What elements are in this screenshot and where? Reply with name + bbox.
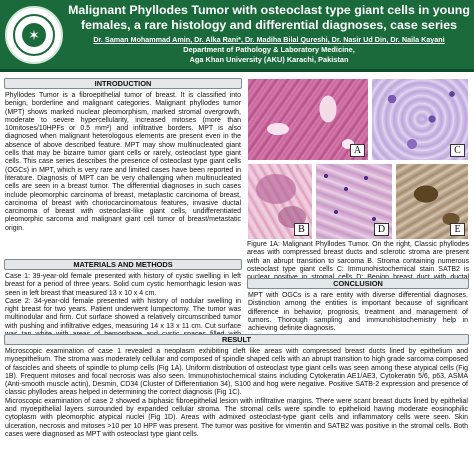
result-case-2: Microscopic examination of case 2 showed a biphasic fibroepithelial lesion with infiltrative margins. There were scant breast ducts lined by epithelial and myoepithelial layers surrounded by expanded cellular stroma. The stromal cells were spindle to epithelioid having moderate eosinophilic cytoplasm with pleomorphic atypical nuclei (Fig 1D). Areas with admixed osteoclast-type giant cells and inflammatory cells were seen. Skin ulceration, necrosis and mitoses >10 per 10 HPF was present. The tumor was positive for vimentin and SATB2 was positive in the stromal cells. Both cases were diagnosed as MPT with osteoclast type giant cells.: [5, 397, 468, 438]
result-heading: RESULT: [4, 334, 469, 345]
figure-caption: Figure 1A: Malignant Phyllodes Tumor. On the right, Classic phyllodes areas with compressed breast ducts and sclerotic stroma are present with an abrupt transition to sarcoma B. Stroma containing numerous osteoclast type giant cells C: Immunohistochemical stain SATB2 is: [247, 241, 469, 273]
conclusion-heading: CONCLUSION: [247, 278, 469, 289]
methods-body: [5, 273, 241, 331]
university-logo: [5, 6, 63, 64]
figure-label-e: E: [450, 223, 465, 236]
poster-title: Malignant Phyllodes Tumor with osteoclast type giant cells in young females, a rare histology and differential diagnoses, case series: [68, 3, 470, 32]
conclusion-body: [248, 292, 468, 334]
introduction-heading: INTRODUCTION: [4, 78, 242, 89]
histology-image-c: [371, 78, 469, 161]
methods-case-1: Case 1: 39-year-old female presented with history of cystic swelling in left breast for a period of three years. Solid cum cystic hemorrhagic lesion was seen in left breast that measured 13 x 10 x 4 cm.: [5, 273, 241, 297]
figure-label-a: A: [350, 144, 365, 157]
result-body: [5, 348, 468, 472]
institution-line: Aga Khan University (AKU) Karachi, Pakistan: [189, 55, 349, 64]
methods-case-2: Case 2: 34-year-old female presented with history of nodular swelling in right breast for two years. Patient underwent lumpectomy. The tumor was multinodular and firm. Cut surface showed a relatively circumscribed tumor with pushing and infiltrative edges, measuring 14 x 13 x 11 cm. Cut surface: [5, 297, 241, 330]
histology-image-d: [315, 163, 393, 240]
authors-line: Dr. Saman Mohammad Amin, Dr. Alka Rani*, Dr. Madiha Bilal Qureshi, Dr. Nasir Ud Din, Dr. Naila Kayani: [93, 35, 445, 44]
result-case-1: Microscopic examination of case 1 revealed a neoplasm exhibiting cleft like areas with compressed breast ducts lined by epithelium and myoepithelium. The stroma was moderately cellular and composed of spindle shaped cells with an abrupt transition to high grade sarcoma composed of fascicles and sheets of spindle to plump cells (Fig 1A). Uniform distribution of osteoclast type giant cells was seen among these atypical cells (Fig 1B). Frequent mitoses and focal necrosis was also seen. Immunohistochemical stains including Cytokeratin AE1/AE3, Cytokeratin 5/6, p63, ASMA (Anti-smooth muscle actin), Desmin, CD34 (Cluster of Differentiation 34), S100 and hog were negative. Positive SATB-2 expression and presence of classic phyllodes areas helped in determining the correct diagnosis (Fig 1C).: [5, 348, 468, 397]
figure-label-b: B: [294, 223, 309, 236]
figure-label-c: C: [450, 144, 465, 157]
histology-image-b: [247, 163, 313, 240]
methods-heading: MATERIALS AND METHODS: [4, 259, 242, 270]
figure-label-d: D: [374, 223, 389, 236]
introduction-text: Phyllodes Tumor is a fibroepithelial tumor of breast. It is classified into benign, borderline and malignant categories. Malignant phyllodes tumor (MPT) shows marked nuclear pleomorphism, marked stromal overgrowth, moderate to severe hypercellularity, increased mitoses (more than 10mitoses/10HPFs or 0.5 mm²) and infiltrative borders. MPT is also diagnosed when malignant heterologous elements are present even in the absence of above described feature. MPT may show multinucleated giant cells that may be bizarre tumor giant cells or rarely, osteoclast type giant cells. This case series describes the presence of osteoclast type giant cells (OGCs) in MPT, which is very rare and limited cases have been reported in literature. Diagnosis of MPT can be very challenging when multinucleated cells are seen in a breast tumor. The differential diagnoses in such cases include pleomorphic carcinoma of breast, metaplastic carcinoma of breast, carcinoma of breast with choriocarcinomatous features, invasive ductal carcinoma of breast with osteoclast-like giant cells, undifferentiated pleomorphic sarcoma and malignant giant cell tumor of breast/metastatic origin.: [5, 92, 241, 232]
figure-panel: [247, 78, 469, 240]
histology-image-e: [395, 163, 469, 240]
stain-region: [256, 174, 296, 204]
poster-header: [0, 0, 474, 72]
introduction-body: [5, 92, 241, 255]
department-line: Department of Pathology & Laboratory Medicine,: [183, 45, 355, 54]
histology-image-a: [247, 78, 369, 161]
conclusion-text: MPT with OGCs is a rare entity with diverse differential diagnoses. Distinction among the entities is important because of significant difference in behavior, prognosis, treatment and management of tumors. Thorough sampling and immunohistochemistry help in achieving definite diagnosis.: [248, 292, 468, 333]
logo-star-icon: ✶: [28, 27, 40, 43]
